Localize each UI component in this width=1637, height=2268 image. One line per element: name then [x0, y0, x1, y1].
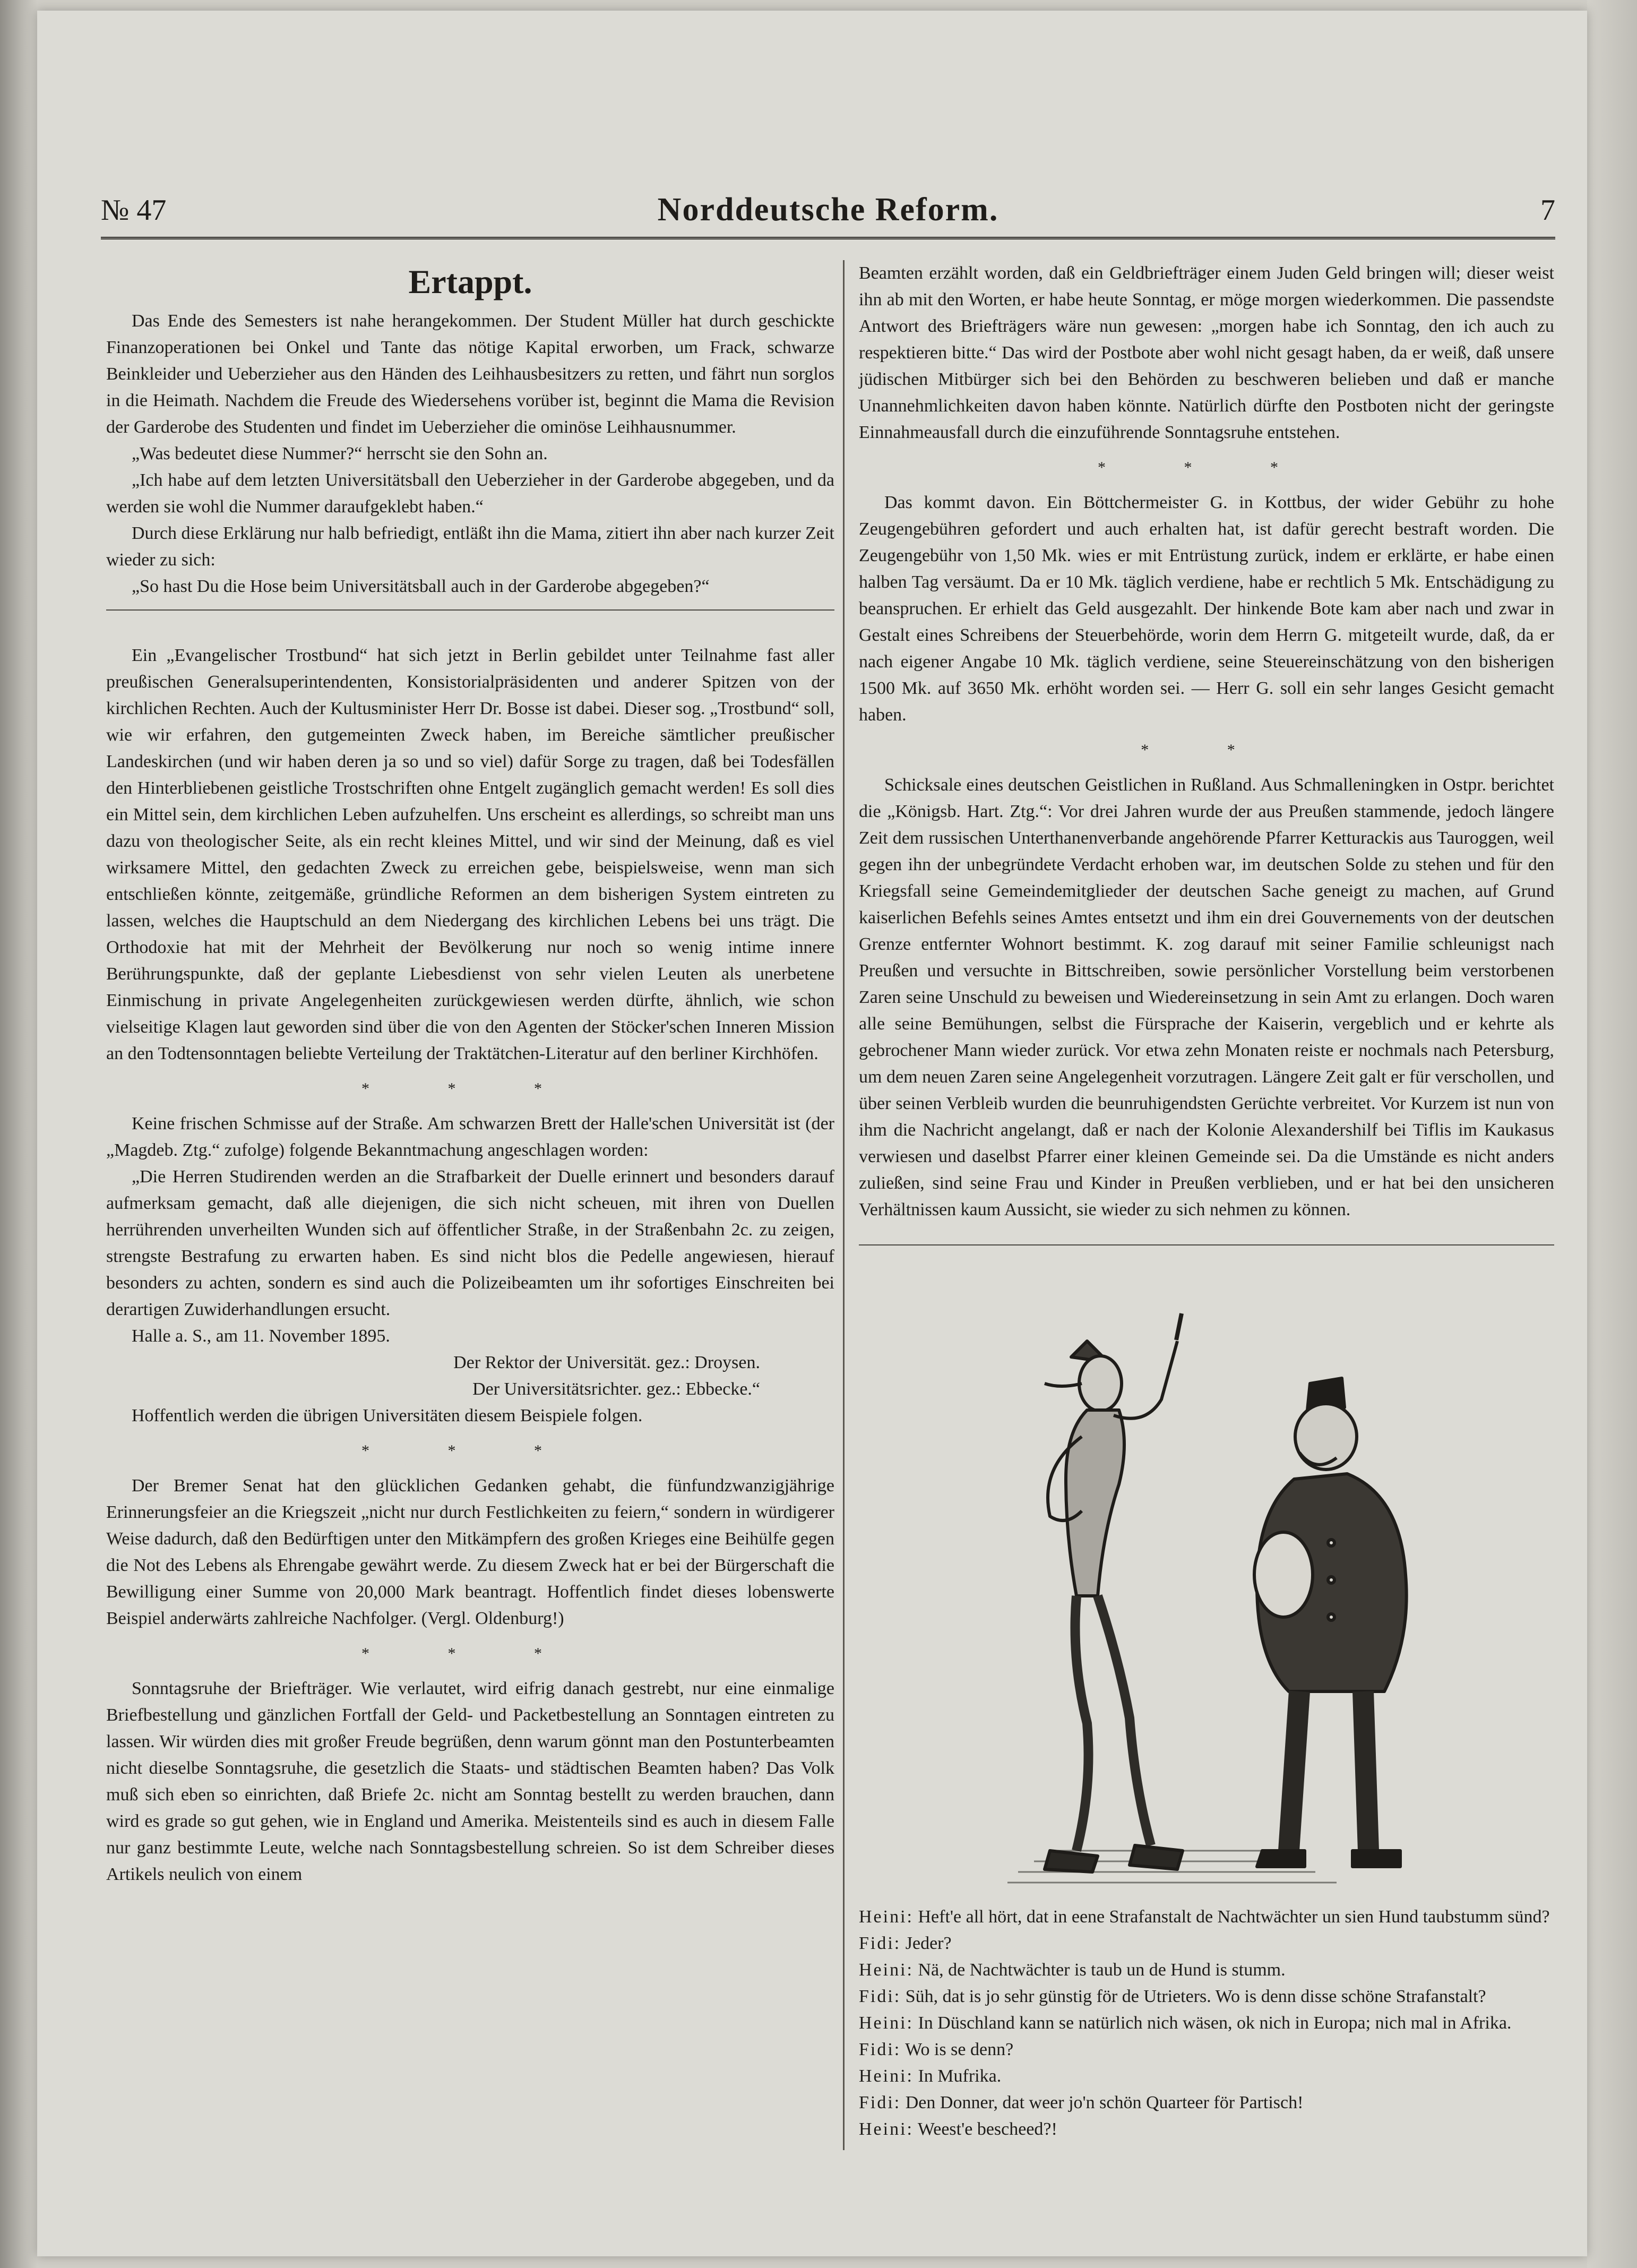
newspaper-page — [37, 11, 1587, 2256]
dialog-line — [859, 1930, 1554, 1957]
paragraph: Hoffentlich werden die übrigen Universitäten diesem Beispiele folgen. — [132, 1406, 643, 1425]
speaker: Fidi: — [859, 1934, 901, 1953]
signature-rector: Der Rektor der Universität. gez.: Droysen. — [453, 1353, 760, 1372]
speaker: Heini: — [859, 1960, 914, 1980]
article-kottbus: Das kommt davon. Ein Böttchermeister G. in Kottbus, der wider Gebühr zu hohe Zeugengebühren gefordert und auch erhalten hat, ist dafür gerecht bestraft worden. Die Zeugengebühr von 1,50 Mk. wies er mit Entrüstung zurück, indem er erklärte, er habe einen halben Tag versäumt. Da er 10 Mk. täglich verdiene, habe er rechtlich 5 Mk. Entschädigung zu beanspruchen. Er erhielt das Geld ausgezahlt. Der hinkende Bote kam aber nach und zwar in Gestalt eines Schreibens der Steuerbehörde, worin dem Herrn G. mitgeteilt wurde, daß, da er nach eigener Angabe 10 Mk. täglich verdiene, seine Steuereinschätzung von den bisherigen 1500 Mk. auf 3650 Mk. erhöht worden sei. — Herr G. soll ein sehr langes Gesicht gemacht haben. — [859, 493, 1554, 725]
article-sonntagsruhe — [106, 1676, 834, 1888]
paragraph: Durch diese Erklärung nur halb befriedigt, entläßt ihn die Mama, zitiert ihn aber nach kurzer Zeit wieder zu sich: — [106, 523, 834, 570]
separator-stars: * * * — [361, 1645, 579, 1662]
article-trostbund — [106, 642, 834, 1067]
page-header — [101, 189, 1555, 239]
cartoon-illustration — [859, 1277, 1554, 1898]
dialog-line — [859, 2090, 1554, 2116]
dialog-text: In Mufrika. — [918, 2066, 1002, 2086]
article-title: Ertappt. — [408, 263, 532, 300]
speaker: Fidi: — [859, 2040, 901, 2059]
speaker: Fidi: — [859, 2093, 901, 2112]
paragraph: „So hast Du die Hose beim Universitätsball auch in der Garderobe abgegeben?“ — [132, 577, 710, 596]
article-russland: Schicksale eines deutschen Geistlichen in Rußland. Aus Schmalleningken in Ostpr. berichtet die „Königsb. Hart. Ztg.“: Vor drei Jahren wurde der aus Preußen stammende, jedoch längere Zeit dem russischen Unterthanenverbande angehörende Pfarrer Ketturackis aus Tauroggen, weil gegen ihn der unbegründete Verdacht erhoben war, im deutschen Solde zu stehen und für den Kriegsfall seine Gemeindemitglieder der deutschen Sache geneigt zu machen, auf Grund kaiserlichen Befehls seines Amtes entsetzt und ihm ein drei Gouvernements von der deutschen Grenze entfernter Wohnort bestimmt. K. zog darauf mit seiner Familie schleunigst nach Preußen und versuchte in Bittschreiben, sowie persönlicher Vorstellung beim verstorbenen Zaren seine Unschuld zu beweisen und Wiedereinsetzung in sein Amt zu erlangen. Doch waren alle seine Bemühungen, selbst die Fürsprache der Kaiserin, vergeblich und er kehrte als gebrochener Mann wieder zurück. Vor etwa zehn Monaten reiste er nochmals nach Petersburg, um dem neuen Zaren seine Angelegenheit vorzutragen. Längere Zeit galt er für verschollen, und über seinen Verbleib wurden die beunruhigendsten Gerüchte verbreitet. Vor Kurzem ist nun von ihm die Nachricht angelangt, daß er nach der Kolonie Alexandershilf bei Tiflis im Kaukasus verwiesen und daselbst Pfarrer einer kleinen Gemeinde sei. Da die Umstände es nicht anders zuließen, sind seine Frau und Kinder in Preußen verblieben, und er hat bei den unsicheren Verhältnissen kaum Aussicht, sie wieder zu sich nehmen zu können. — [859, 775, 1554, 1219]
paragraph: Ein „Evangelischer Trostbund“ hat sich jetzt in Berlin gebildet unter Teilnahme fast aller preußischen Generalsuperintendenten, Konsistorialpräsidenten und anderer Spitzen von der kirchlichen Rechten. Auch der Kultusminister Herr Dr. Bosse ist dabei. Dieser sog. „Trostbund“ soll, wie wir erfahren, den gutgemeinten Zweck haben, im Bereiche sämtlicher preußischer Landeskirchen (und wir haben deren ja so und so viel) dafür Sorge zu tragen, daß bei Todesfällen den Hinterbliebenen geistliche Trostschriften ohne Entgelt zugänglich gemacht werden! Es soll dies ein Mittel sein, dem kirchlichen Leben aufzuhelfen. Uns erscheint es allerdings, so schreibt man uns dazu von theologischer Seite, als ein recht kleines Mittel, und wir sind der Meinung, daß es viel wirksamere Mittel, den gedachten Zweck zu erreichen gebe, beispielsweise, wenn man sich entschließen könnte, zeitgemäße, gründliche Reformen an dem bisherigen System eintreten zu lassen, welches die Hauptschuld an dem Niedergang des kirchlichen Lebens bei uns trägt. Die Orthodoxie hat mit der Mehrheit der Bevölkerung nur noch so wenig intime innere Berührungspunkte, daß der geplante Liebesdienst von sehr vielen Leuten als unerbetene Einmischung in private Angelegenheiten zurückgewiesen werden dürfte, ähnlich, wie schon vielseitige Klagen laut geworden sind über die von den Agenten der Stöcker'schen Inneren Mission an den Todtensonntagen beliebte Verteilung der Traktätchen-Literatur auf den berliner Kirchhöfen. — [106, 646, 834, 1063]
speaker: Fidi: — [859, 1987, 901, 2006]
separator-stars: * * * — [361, 1080, 579, 1097]
article-senat — [106, 1473, 834, 1632]
dialog-text: Weest'e bescheed?! — [917, 2119, 1057, 2139]
separator-stars: * * * — [361, 1442, 579, 1459]
speaker: Heini: — [859, 2013, 914, 2033]
section-rule — [106, 609, 834, 611]
cartoon-dialog — [859, 1904, 1554, 2143]
article-schmisse — [106, 1111, 834, 1429]
dialog-line — [859, 2063, 1554, 2090]
newspaper-title: Norddeutsche Reform. — [657, 192, 999, 228]
paragraph: „Was bedeutet diese Nummer?“ herrscht sie den Sohn an. — [132, 444, 548, 463]
page-number: 7 — [1540, 194, 1555, 227]
dialog-line — [859, 1957, 1554, 1983]
dialog-text: Den Donner, dat weer jo'n schön Quarteer för Partisch! — [905, 2093, 1304, 2112]
dialog-text: Nä, de Nachtwächter is taub un de Hund is stumm. — [918, 1960, 1286, 1980]
left-column — [106, 260, 834, 1888]
dateline: Halle a. S., am 11. November 1895. — [132, 1326, 390, 1346]
scan-right-edge — [1587, 0, 1637, 2268]
dialog-text: Wo is se denn? — [905, 2040, 1014, 2059]
dialog-line — [859, 1904, 1554, 1930]
dialog-line — [859, 2010, 1554, 2037]
dialog-line — [859, 1983, 1554, 2010]
paragraph: „Die Herren Studirenden werden an die Strafbarkeit der Duelle erinnert und besonders darauf aufmerksam gemacht, daß alle diejenigen, die sich nicht scheuen, mit ihren von Duellen herrührenden unverheilten Wunden sich auf öffentlicher Straße, in der Straßenbahn 2c. zu zeigen, strengste Bestrafung zu erwarten haben. Es sind nicht blos die Pedelle angewiesen, hierauf besonders zu achten, sondern es sind auch die Polizeibeamten um ihr sofortiges Einschreiten bei derartigen Zuwiderhandlungen ersucht. — [106, 1167, 834, 1319]
separator-stars: * * — [1141, 741, 1272, 759]
dialog-line — [859, 2037, 1554, 2063]
paragraph: Sonntagsruhe der Briefträger. Wie verlautet, wird eifrig danach gestrebt, nur eine einmalige Briefbestellung und gänzlichen Fortfall der Geld- und Packetbestellung an Sonntagen eintreten zu lassen. Wir würden dies mit großer Freude begrüßen, denn warum gönnt man den Postunterbeamten nicht dieselbe Sonntagsruhe, die gesetzlich die Staats- und städtischen Beamten haben? Das Volk muß sich eben so einrichten, daß Briefe 2c. nicht am Sonntag bestellt zu werden brauchen, dann wird es grade so gut gehen, wie in England und Amerika. Meistenteils sind es auch in diesem Falle nur ganz bestimmte Leute, welche nach Sonntagsbestellung schreien. So ist dem Schreiber dieses Artikels neulich von einem — [106, 1679, 834, 1884]
dialog-text: Heft'e all hört, dat in eene Strafanstalt de Nachtwächter un sien Hund taubstumm sünd? — [918, 1907, 1550, 1927]
dialog-text: Jeder? — [905, 1934, 952, 1953]
paragraph: Das Ende des Semesters ist nahe herangekommen. Der Student Müller hat durch geschickte Finanzoperationen bei Onkel und Tante das nötige Kapital erworben, um Frack, schwarze Beinkleider und Ueberzieher aus den Händen des Leihhausbesitzers zu retten, und fährt nun sorglos in die Heimath. Nachdem die Freude des Wiedersehens vorüber ist, beginnt die Mama die Revision der Garderobe des Studenten und findet im Ueberzieher die ominöse Leihhausnummer. — [106, 311, 834, 437]
paragraph: Keine frischen Schmisse auf der Straße. Am schwarzen Brett der Halle'schen Universität ist (der „Magdeb. Ztg.“ zufolge) folgende Bekanntmachung angeschlagen worden: — [106, 1114, 834, 1160]
article-ertappt — [106, 263, 834, 600]
speaker: Heini: — [859, 2066, 914, 2086]
dialog-text: In Düschland kann se natürlich nich wäsen, ok nich in Europa; nich mal in Afrika. — [918, 2013, 1512, 2033]
right-column — [859, 260, 1554, 2143]
speaker: Heini: — [859, 2119, 914, 2139]
dialog-line — [859, 2116, 1554, 2143]
speaker: Heini: — [859, 1907, 914, 1927]
signature-judge: Der Universitätsrichter. gez.: Ebbecke.“ — [472, 1379, 760, 1399]
section-rule — [859, 1244, 1554, 1245]
separator-stars: * * * — [1098, 459, 1315, 476]
issue-number: № 47 — [101, 194, 167, 227]
paragraph: „Ich habe auf dem letzten Universitätsball den Ueberzieher in der Garderobe abgegeben, und da werden sie wohl die Nummer daraufgeklebt haben.“ — [106, 470, 834, 517]
scan-binding-edge — [0, 0, 37, 2268]
column-divider — [843, 260, 845, 2150]
paragraph: Der Bremer Senat hat den glücklichen Gedanken gehabt, die fünfundzwanzigjährige Erinnerungsfeier an die Kriegszeit „nicht nur durch Festlichkeiten zu feiern,“ sondern in würdigerer Weise dadurch, daß den Bedürftigen unter den Mitkämpfern des großen Krieges eine Beihülfe gegen die Not des Lebens als Ehrengabe gewährt werde. Zu diesem Zweck hat er bei der Bürgerschaft die Bewilligung einer Summe von 20,000 Mark beantragt. Hoffentlich findet dieses lobenswerte Beispiel anderwärts zahlreiche Nachfolger. (Vergl. Oldenburg!) — [106, 1476, 834, 1628]
paragraph-continued: Beamten erzählt worden, daß ein Geldbriefträger einem Juden Geld bringen will; dieser weist ihn ab mit den Worten, er habe heute Sonntag, er möge morgen wiederkommen. Die passendste Antwort des Briefträgers wäre nun gewesen: „morgen habe ich Sonntag, den ich auch zu respektieren bitte.“ Das wird der Postbote aber wohl nicht gesagt haben, da er weiß, daß unsere jüdischen Mitbürger sich bei den Behörden zu beschweren belieben und daß er manche Unannehmlichkeiten davon haben könnte. Natürlich dürfte den Postboten nicht der geringste Einnahmeausfall durch die einzuführende Sonntagsruhe entstehen. — [859, 263, 1554, 442]
dialog-text: Süh, dat is jo sehr günstig för de Utrieters. Wo is denn disse schöne Strafanstalt? — [905, 1987, 1486, 2006]
